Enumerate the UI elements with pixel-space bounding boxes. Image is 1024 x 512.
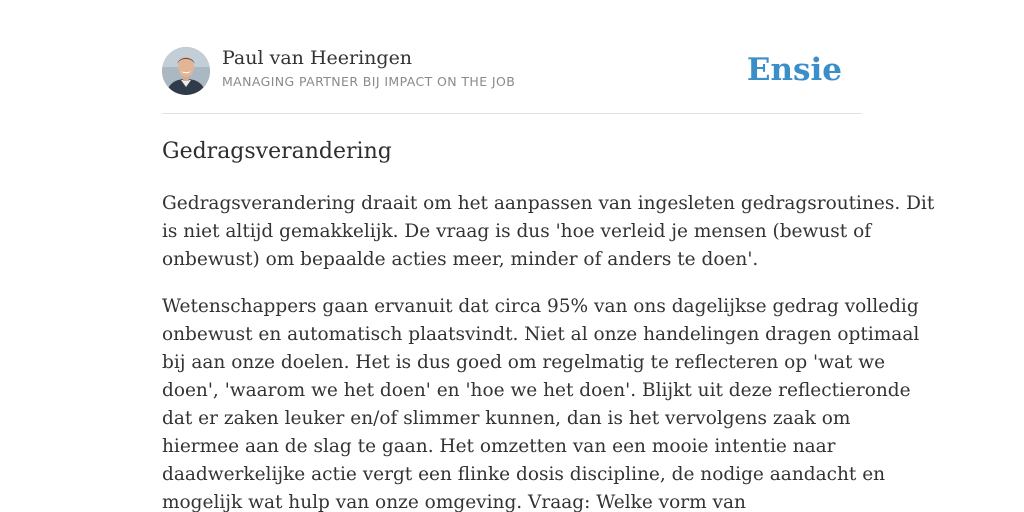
author-role: MANAGING PARTNER BIJ IMPACT ON THE JOB [222,74,516,89]
author-name[interactable]: Paul van Heeringen [222,47,413,69]
article-title: Gedragsverandering [162,139,392,164]
text-line: mogelijk wat hulp van onze omgeving. Vraag: Welke vorm van [162,492,746,512]
article-paragraph [162,190,935,274]
text-line: onbewust) om bepaalde acties meer, minder of anders te doen'. [162,249,759,270]
text-line: onbewust en automatisch plaatsvindt. Niet al onze handelingen dragen optimaal [162,324,920,345]
ensie-logo[interactable]: Ensie [746,52,842,88]
text-line: bij aan onze doelen. Het is dus goed om regelmatig te reflecteren op 'wat we [162,352,886,373]
text-line: doen', 'waarom we het doen' en 'hoe we het doen'. Blijkt uit deze reflectieronde [162,380,911,401]
article-body [162,190,935,512]
article-paragraph [162,293,920,512]
person-photo-avatar-icon [162,47,210,95]
text-line: daadwerkelijke actie vergt een flinke dosis discipline, de nodige aandacht en [162,464,886,485]
text-line: hiermee aan de slag te gaan. Het omzetten van een mooie intentie naar [162,436,836,457]
header-divider [162,113,862,114]
text-line: dat er zaken leuker en/of slimmer kunnen, dan is het vervolgens zaak om [162,408,851,429]
text-line: is niet altijd gemakkelijk. De vraag is dus 'hoe verleid je mensen (bewust of [162,221,872,242]
text-line: Gedragsverandering draait om het aanpassen van ingesleten gedragsroutines. Dit [162,193,935,214]
author-avatar[interactable] [162,47,210,95]
author-header [162,46,862,96]
text-line: Wetenschappers gaan ervanuit dat circa 95% van ons dagelijkse gedrag volledig [162,296,919,317]
